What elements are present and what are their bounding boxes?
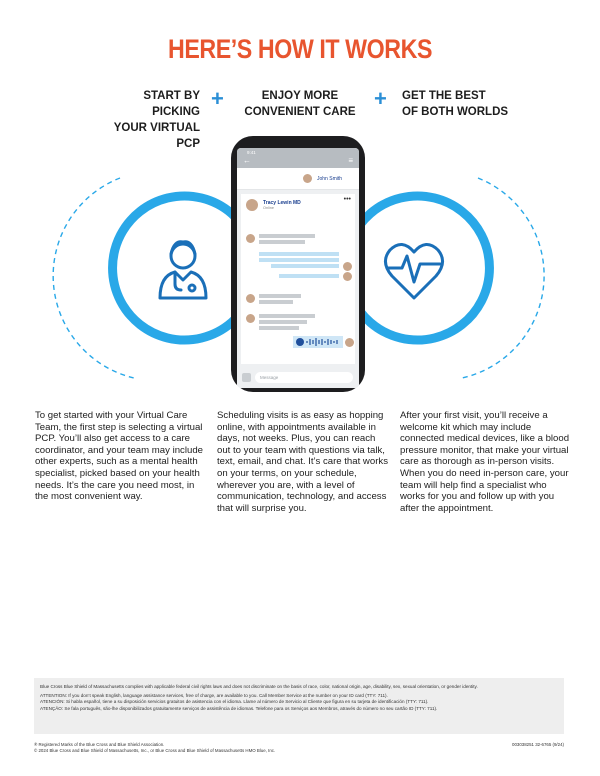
step-best-of-both-line2: OF BOTH WORLDS xyxy=(402,106,509,118)
column-virtual-pcp: To get started with your Virtual Care Team, the first step is selecting a virtual PCP. You’ll also get access to a care coordinator, and your team may include other experts, such as a mental health specialist, picked based on your health needs. It’s the care you need most, in the most convenient way. xyxy=(35,410,203,503)
portuguese-notice: ATENÇÃO: Se fala português, são-lhe disponibilizados gratuitamente serviços de assistência de idiomas. Telefone para os Serviços aos Membros, através do número no seu cartão ID (TTY: 711). xyxy=(40,705,438,711)
user-name: John Smith xyxy=(317,176,343,182)
language-notice xyxy=(34,678,564,734)
back-arrow-icon[interactable]: ← xyxy=(243,156,251,165)
message-line xyxy=(259,234,315,238)
message-line xyxy=(259,326,299,330)
app-header xyxy=(237,148,359,168)
message-bar xyxy=(237,368,359,388)
english-notice: ATTENTION: If you don’t speak English, language assistance services, free of charge, are available to you. Call Member Service at the number on your ID card (TTY: 711). xyxy=(40,693,388,699)
message-line xyxy=(259,240,305,244)
message-line xyxy=(259,314,315,318)
registered-marks: ® Registered Marks of the Blue Cross and Blue Shield Association. xyxy=(34,742,165,747)
page-title: HERE’S HOW IT WORKS xyxy=(167,34,433,64)
message-line xyxy=(259,258,339,262)
footer-legal xyxy=(34,742,454,754)
phone-notch xyxy=(275,136,321,145)
menu-icon[interactable]: ≡ xyxy=(348,156,353,165)
status-time: 9:41 xyxy=(247,150,256,155)
left-circle xyxy=(53,178,250,378)
column-welcome-kit: After your first visit, you’ll receive a welcome kit which may include connected medical devices, like a blood pressure monitor, that make your virtual care as thorough as in-person visits. When you do need in-person care, your team will help find a specialist who works for you and follow up with you after the appointment. xyxy=(400,410,570,514)
voice-message[interactable] xyxy=(293,336,343,348)
play-icon[interactable] xyxy=(296,338,304,346)
copyright: © 2024 Blue Cross and Blue Shield of Massachusetts, Inc., or Blue Cross and Blue Shield of Massachusetts HMO Blue, Inc. xyxy=(34,748,276,753)
document-code: 003038251 32-6765 (9/24) xyxy=(512,742,564,747)
doctor-avatar xyxy=(246,199,258,211)
user-avatar xyxy=(345,338,354,347)
column-scheduling: Scheduling visits is as easy as hopping online, with appointments available in days, not weeks. Plus, you can reach out to your team with questions via talk, text, email, and chat. It’s care that works on your terms, on your schedule, wherever you are, with a level of communication, technology, and access that will surprise you. xyxy=(217,410,388,514)
plus-icon: + xyxy=(211,86,224,111)
message-line xyxy=(259,294,301,298)
doctor-status: Online xyxy=(263,206,274,210)
spanish-notice: ATENCIÓN: Si habla español, tiene a su disposición servicios gratuitos de asistencia con el idioma. Llame al número de Servicio al Cliente que figura en su tarjeta de identificación (TTY: 711). xyxy=(40,699,429,705)
doctor-avatar xyxy=(246,234,255,243)
chat-area xyxy=(237,190,359,368)
heart-pulse-icon xyxy=(385,244,442,298)
message-line xyxy=(271,264,339,268)
doctor-avatar xyxy=(246,314,255,323)
phone-screen xyxy=(237,148,359,388)
message-line xyxy=(259,300,293,304)
message-line xyxy=(259,252,339,256)
message-line xyxy=(259,320,307,324)
step-convenient-care xyxy=(240,88,360,120)
doctor-name: Tracy Lewin MD xyxy=(263,200,301,206)
step-pick-pcp-line2: YOUR VIRTUAL PCP xyxy=(113,122,200,150)
more-options-icon[interactable]: ••• xyxy=(343,196,351,203)
right-circle xyxy=(352,178,544,378)
doctor-icon xyxy=(160,242,206,298)
chat-card xyxy=(241,194,355,364)
step-convenient-care-line2: CONVENIENT CARE xyxy=(244,106,356,118)
nondiscrimination-text: Blue Cross Blue Shield of Massachusetts complies with applicable federal civil rights laws and does not discriminate on the basis of race, color, national origin, age, disability, sex, sexual orientation, or gender identity. xyxy=(40,684,478,689)
step-pick-pcp-line1: START BY PICKING xyxy=(143,90,200,118)
user-avatar xyxy=(303,174,312,183)
user-bar xyxy=(237,168,359,190)
waveform-icon xyxy=(306,338,340,346)
message-line xyxy=(279,274,339,278)
attach-icon[interactable] xyxy=(242,373,251,382)
user-avatar xyxy=(343,272,352,281)
step-best-of-both-line1: GET THE BEST xyxy=(402,90,486,102)
doctor-avatar xyxy=(246,294,255,303)
step-best-of-both xyxy=(402,88,512,120)
user-avatar xyxy=(343,262,352,271)
message-input[interactable]: Message xyxy=(255,372,353,383)
step-convenient-care-line1: ENJOY MORE xyxy=(261,90,339,102)
plus-icon: + xyxy=(374,86,387,111)
